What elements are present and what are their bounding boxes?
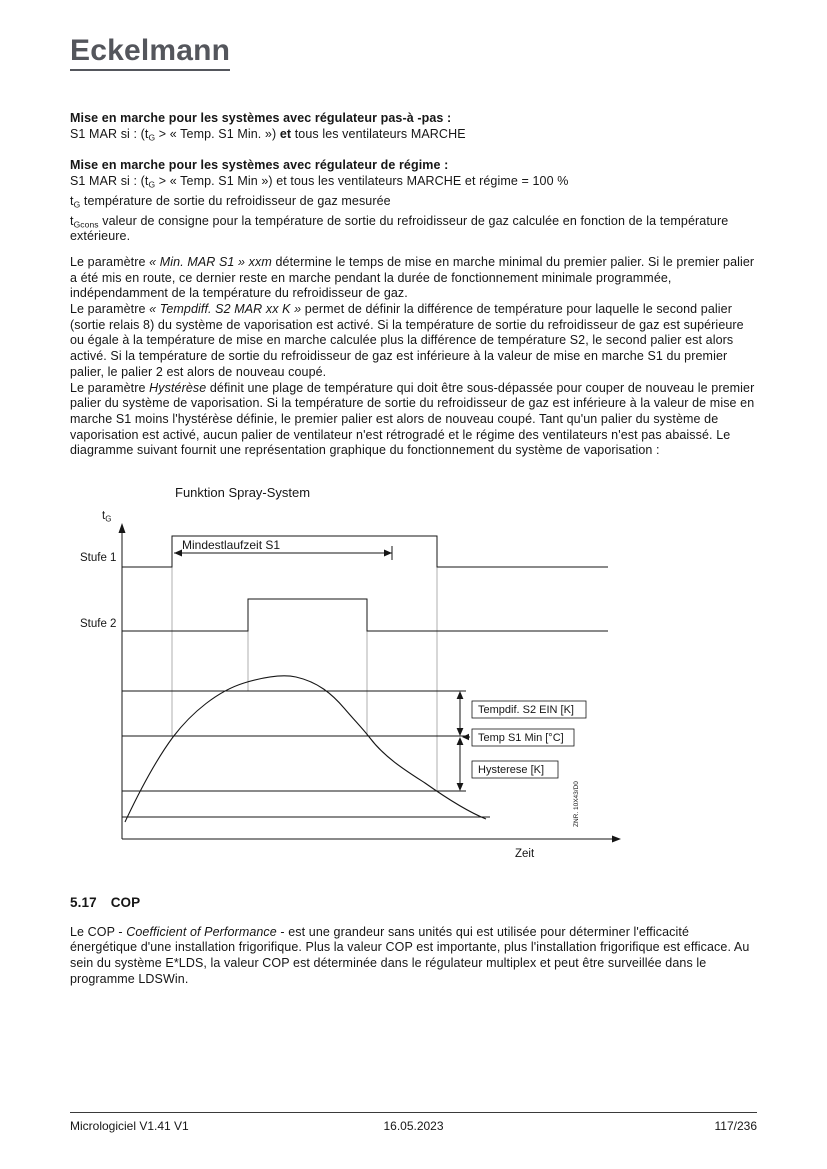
text-run: > « Temp. S1 Min. ») bbox=[155, 126, 280, 141]
temp-s1-label: Temp S1 Min [°C] bbox=[478, 732, 564, 745]
heading-speed-regulator: Mise en marche pour les systèmes avec régulateur de régime : bbox=[70, 158, 449, 173]
paragraph-cop bbox=[70, 925, 757, 988]
text-run: détermine le temps de mise en marche minimal du premier palier. Si le premier palier a été mis en route, ce dernier reste en marche pendant la durée de fonctionnement minimale programmée, indépendamment de la température du refroidisseur de gaz. bbox=[70, 254, 755, 301]
axes bbox=[122, 525, 613, 839]
text-run: Le paramètre bbox=[70, 254, 150, 269]
term-cop: Coefficient of Performance bbox=[126, 924, 277, 939]
condition-speed-line bbox=[70, 174, 757, 190]
page-content bbox=[70, 0, 757, 988]
subscript-g: G bbox=[148, 179, 156, 190]
text-run: t bbox=[70, 193, 74, 208]
logo-text: Eckelmann bbox=[70, 34, 231, 67]
paragraph-min-mar bbox=[70, 255, 757, 302]
section-title: COP bbox=[110, 895, 141, 911]
heading-cop bbox=[70, 895, 757, 911]
subscript-g: G bbox=[73, 199, 81, 210]
paragraph-hysterese bbox=[70, 381, 757, 460]
reference-lines bbox=[122, 691, 490, 817]
param-min-mar: « Min. MAR S1 » xxm bbox=[149, 254, 272, 269]
temperature-curve bbox=[125, 676, 486, 822]
footer-page-number: 117/236 bbox=[714, 1119, 757, 1133]
x-axis-arrow bbox=[612, 836, 621, 843]
text-run: tous les ventilateurs MARCHE bbox=[291, 126, 466, 141]
diagram-title: Funktion Spray-System bbox=[175, 485, 311, 501]
y-axis-label: $t_G$ bbox=[102, 510, 112, 524]
subscript-gcons: Gcons bbox=[73, 219, 99, 230]
text-run: - est une grandeur sans unités qui est utilisée pour déterminer l'efficacité énergétique d'une installation frigorifique. Plus la valeur COP est importante, plus l'installation frigorifique est efficace. Au sein du système E*LDS, la valeur COP est déterminée dans le régulateur multiplex et peut être surveillée dans le programme LDSWin. bbox=[70, 924, 750, 986]
text-run: > « Temp. S1 Min ») et tous les ventilateurs MARCHE et régime = 100 % bbox=[155, 174, 569, 189]
paragraph-tempdiff bbox=[70, 302, 757, 381]
text-run: valeur de consigne pour la température de sortie du refroidisseur de gaz calculée en fonction de la température extérieure. bbox=[70, 213, 729, 244]
tempdif-label: Tempdif. S2 EIN [K] bbox=[478, 704, 574, 717]
param-hysterese: Hystérèse bbox=[149, 380, 207, 395]
definition-tgcons bbox=[70, 214, 757, 245]
text-run: Le COP - bbox=[70, 924, 127, 939]
subscript-g: G bbox=[148, 132, 156, 143]
definition-tg bbox=[70, 194, 757, 210]
hysterese-label: Hysterese [K] bbox=[478, 764, 545, 777]
text-run: permet de définir la différence de température pour laquelle le second palier (sortie relais 8) du système de vaporisation est activé. Si la température de sortie du refroidisseur de gaz est supérieure ou égale à la température de mise en marche calculée plus la différence de température S2, le second palier est alors activé. Si la température de sortie du refroidisseur de gaz est inférieure à la valeur de mise en marche S1 du premier palier, le palier 2 est alors de nouveau coupé. bbox=[70, 302, 744, 379]
arrow-down-head bbox=[457, 728, 464, 736]
text-run-bold: et bbox=[279, 126, 292, 141]
param-tempdiff: « Tempdiff. S2 MAR xx K » bbox=[149, 302, 302, 317]
y-axis-arrow bbox=[119, 523, 126, 533]
arrow-up-head bbox=[457, 737, 464, 745]
spray-system-diagram bbox=[70, 479, 690, 869]
arrow-left-head bbox=[462, 734, 469, 740]
arrow-up-head bbox=[457, 691, 464, 699]
page-footer bbox=[70, 1112, 757, 1133]
x-axis-label: Zeit bbox=[515, 848, 535, 861]
condition-step-line bbox=[70, 127, 757, 143]
stufe2-label: Stufe 2 bbox=[80, 618, 117, 631]
arrow-right-head bbox=[384, 550, 392, 557]
heading-step-regulator: Mise en marche pour les systèmes avec régulateur pas-à -pas : bbox=[70, 111, 452, 125]
spray-system-figure bbox=[70, 479, 690, 869]
drawing-number: ZNR. 10X43/D0 bbox=[573, 781, 580, 828]
text-run: définit une plage de température qui doit être sous-dépassée pour couper de nouveau le premier palier du système de vaporisation. Si la température de sortie du refroidisseur de gaz est inférieure à la valeur de mise en marche S1 moins l'hystérèse définie, le premier palier est alors de nouveau coupé. Tant qu'un palier du système de vaporisation est activé, aucun palier de ventilateur n'est rétrogradé et le régime des ventilateurs n'est pas abaissé. Le diagramme suivant fournit une représentation graphique du fonctionnement du système de vaporisation : bbox=[70, 380, 755, 458]
text-run: température de sortie du refroidisseur de gaz mesurée bbox=[80, 193, 391, 208]
company-logo bbox=[70, 36, 230, 71]
footer-version: Micrologiciel V1.41 V1 bbox=[70, 1119, 189, 1133]
text-run: S1 MAR si : (t bbox=[70, 174, 149, 189]
stufe1-label: Stufe 1 bbox=[80, 552, 117, 565]
arrow-left-head bbox=[174, 550, 182, 557]
text-run: Le paramètre bbox=[70, 302, 150, 317]
stufe2-signal bbox=[122, 599, 608, 631]
section-number: 5.17 bbox=[70, 895, 97, 911]
text-run: S1 MAR si : (t bbox=[70, 126, 149, 141]
arrow-down-head bbox=[457, 783, 464, 791]
text-run: t bbox=[70, 213, 74, 228]
footer-date: 16.05.2023 bbox=[383, 1119, 444, 1133]
text-run: Le paramètre bbox=[70, 380, 150, 395]
mindestlaufzeit-label: Mindestlaufzeit S1 bbox=[182, 538, 281, 553]
